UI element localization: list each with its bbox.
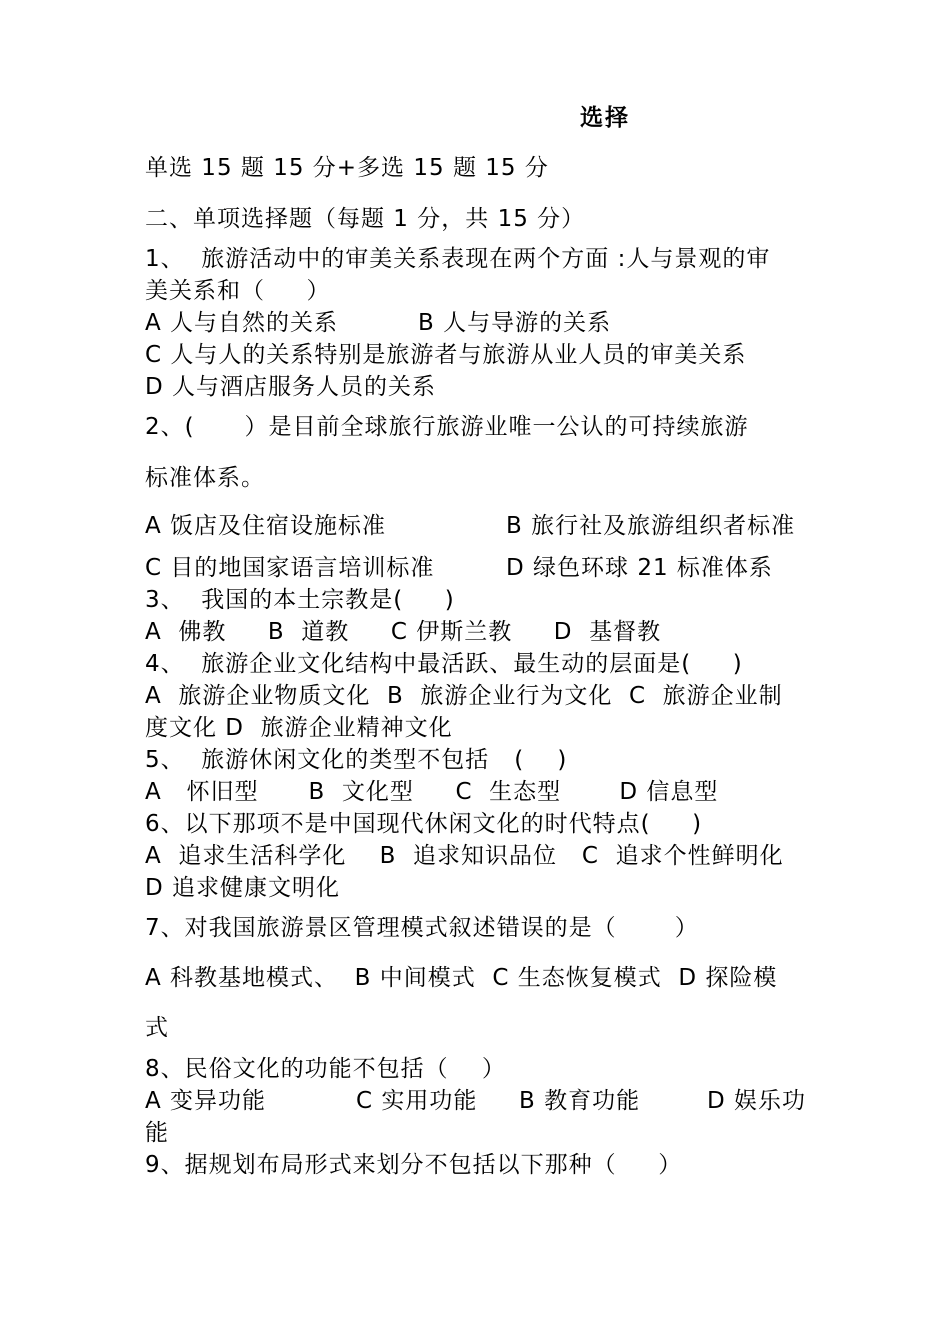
question-1-option-c: C 人与人的关系特别是旅游者与旅游从业人员的审美关系 bbox=[145, 342, 747, 368]
question-1-option-a: A 人与自然的关系 bbox=[145, 310, 339, 336]
question-7-text: 7、对我国旅游景区管理模式叙述错误的是（ ） bbox=[145, 915, 699, 941]
exam-summary: 单选 15 题 15 分+多选 15 题 15 分 bbox=[145, 155, 549, 181]
question-8-text: 8、民俗文化的功能不包括（ ） bbox=[145, 1056, 506, 1082]
page-title: 选择 bbox=[580, 105, 630, 131]
question-6-options-cont: D 追求健康文明化 bbox=[145, 875, 341, 901]
question-3-options: A 佛教 B 道教 C 伊斯兰教 D 基督教 bbox=[145, 619, 662, 645]
question-2-text-cont: 标准体系。 bbox=[145, 465, 265, 491]
question-4-options-cont: 度文化 D 旅游企业精神文化 bbox=[145, 715, 453, 741]
question-3-text: 3、 我国的本土宗教是( ) bbox=[145, 587, 455, 613]
question-2-option-d: D 绿色环球 21 标准体系 bbox=[506, 555, 773, 581]
question-6-text: 6、以下那项不是中国现代休闲文化的时代特点( ) bbox=[145, 811, 703, 837]
question-4-options: A 旅游企业物质文化 B 旅游企业行为文化 C 旅游企业制 bbox=[145, 683, 783, 709]
question-8-option-d-cont: 能 bbox=[145, 1120, 169, 1146]
question-7-options-cont: 式 bbox=[145, 1015, 169, 1041]
question-2-text: 2、( ）是目前全球旅行旅游业唯一公认的可持续旅游 bbox=[145, 414, 749, 440]
question-2-option-a: A 饭店及住宿设施标准 bbox=[145, 513, 387, 539]
question-5-options: A 怀旧型 B 文化型 C 生态型 D 信息型 bbox=[145, 779, 719, 805]
section-heading: 二、单项选择题（每题 1 分，共 15 分） bbox=[145, 206, 586, 232]
question-1-option-d: D 人与酒店服务人员的关系 bbox=[145, 374, 437, 400]
question-9-text: 9、据规划布局形式来划分不包括以下那种（ ） bbox=[145, 1152, 683, 1178]
question-2-option-b: B 旅行社及旅游组织者标准 bbox=[506, 513, 796, 539]
question-8-option-b: B 教育功能 bbox=[519, 1088, 641, 1114]
question-5-text: 5、 旅游休闲文化的类型不包括 ( ) bbox=[145, 747, 568, 773]
question-7-options: A 科教基地模式、 B 中间模式 C 生态恢复模式 D 探险模 bbox=[145, 965, 778, 991]
question-8-option-a: A 变异功能 bbox=[145, 1088, 267, 1114]
question-4-text: 4、 旅游企业文化结构中最活跃、最生动的层面是( ) bbox=[145, 651, 743, 677]
question-2-option-c: C 目的地国家语言培训标准 bbox=[145, 555, 435, 581]
question-1-text-cont: 美关系和（ ） bbox=[145, 278, 331, 304]
question-8-option-c: C 实用功能 bbox=[356, 1088, 478, 1114]
question-1-text: 1、 旅游活动中的审美关系表现在两个方面 :人与景观的审 bbox=[145, 246, 771, 272]
question-1-option-b: B 人与导游的关系 bbox=[418, 310, 612, 336]
question-6-options: A 追求生活科学化 B 追求知识品位 C 追求个性鲜明化 bbox=[145, 843, 784, 869]
question-8-option-d: D 娱乐功 bbox=[707, 1088, 807, 1114]
